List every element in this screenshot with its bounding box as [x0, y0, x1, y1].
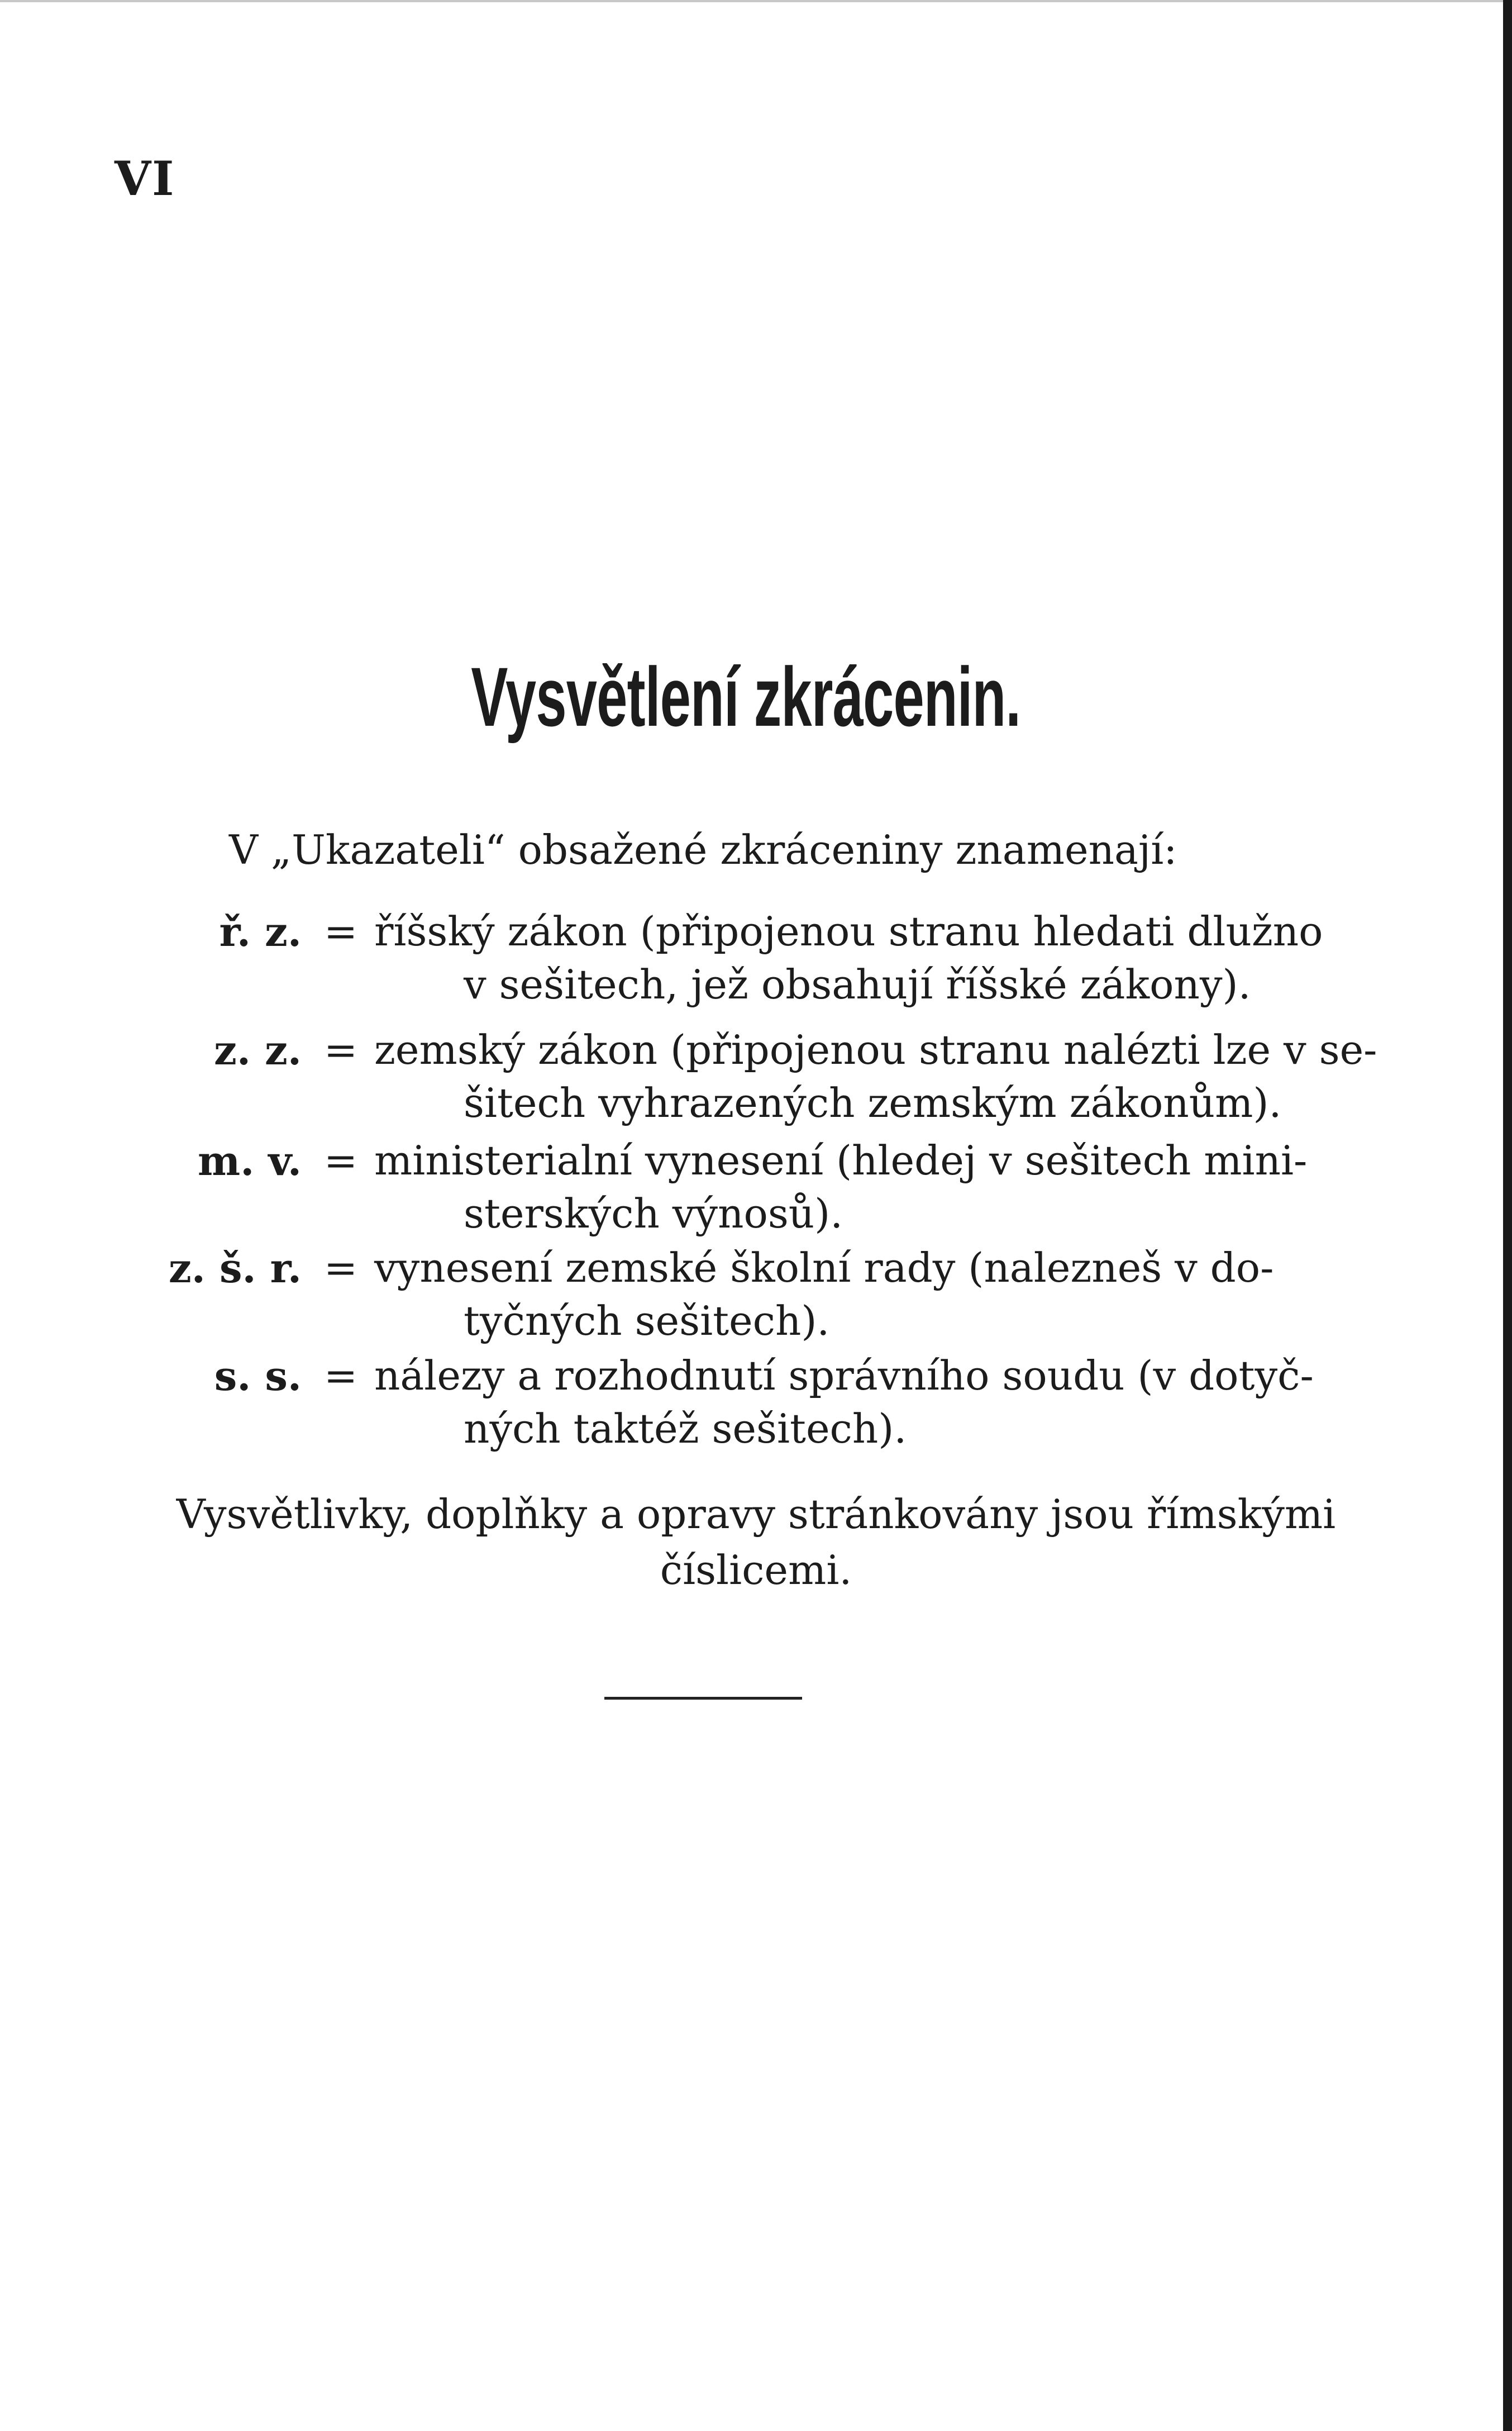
abbreviation-entry [112, 1024, 1377, 1130]
definition-line [112, 1241, 1273, 1295]
abbreviation: z. š. r. [168, 1244, 302, 1292]
definition-continuation: tyčných sešitech). [464, 1297, 830, 1344]
definition-line [112, 1024, 1377, 1077]
abbreviation-entry [112, 1241, 1273, 1348]
abbreviation-entry [112, 905, 1323, 1011]
footnote-line: Vysvětlivky, doplňky a opravy stránkovány jsou římskými [176, 1491, 1336, 1538]
definition-continuation: ných taktéž sešitech). [464, 1405, 907, 1452]
definition-line [112, 1349, 1314, 1402]
definition-continuation: sterských výnosů). [464, 1190, 843, 1237]
definition-text: ministerialní vynesení (hledej v sešitech mini- [374, 1137, 1308, 1184]
abbreviation-entry [112, 1349, 1314, 1455]
abbreviation-entry [112, 1134, 1308, 1240]
definition-text: říšský zákon (připojenou stranu hledati dlužno [374, 908, 1323, 955]
scan-right-edge [1503, 0, 1512, 2431]
intro-text: V „Ukazateli“ obsažené zkráceniny znamenají: [229, 826, 1177, 873]
equals-sign: = [323, 1026, 358, 1073]
abbreviation: ř. z. [219, 908, 302, 955]
horizontal-rule [604, 1697, 802, 1700]
equals-sign: = [323, 1352, 358, 1399]
footnote-paragraph [0, 1486, 1512, 1598]
abbreviation: s. s. [214, 1352, 302, 1400]
equals-sign: = [323, 1137, 358, 1184]
definition-continuation: šitech vyhrazených zemským zákonům). [464, 1079, 1282, 1126]
definition-text: vynesení zemské školní rady (nalezneš v do- [374, 1244, 1274, 1291]
equals-sign: = [323, 908, 358, 955]
definition-line [112, 1134, 1308, 1187]
footnote-line: číslicemi. [660, 1547, 852, 1593]
page-title: Vysvětlení zkrácenin. [471, 650, 1021, 744]
definition-text: nálezy a rozhodnutí správního soudu (v dotyč- [374, 1352, 1314, 1399]
abbreviation: z. z. [214, 1026, 302, 1074]
definition-continuation: v sešitech, jež obsahují říšské zákony). [464, 961, 1251, 1008]
equals-sign: = [323, 1244, 358, 1291]
definition-text: zemský zákon (připojenou stranu nalézti lze v se- [374, 1026, 1377, 1073]
page-number: VI [115, 151, 175, 206]
definition-line [112, 905, 1323, 958]
scan-top-edge [0, 0, 1512, 2]
abbreviation: m. v. [198, 1137, 302, 1184]
